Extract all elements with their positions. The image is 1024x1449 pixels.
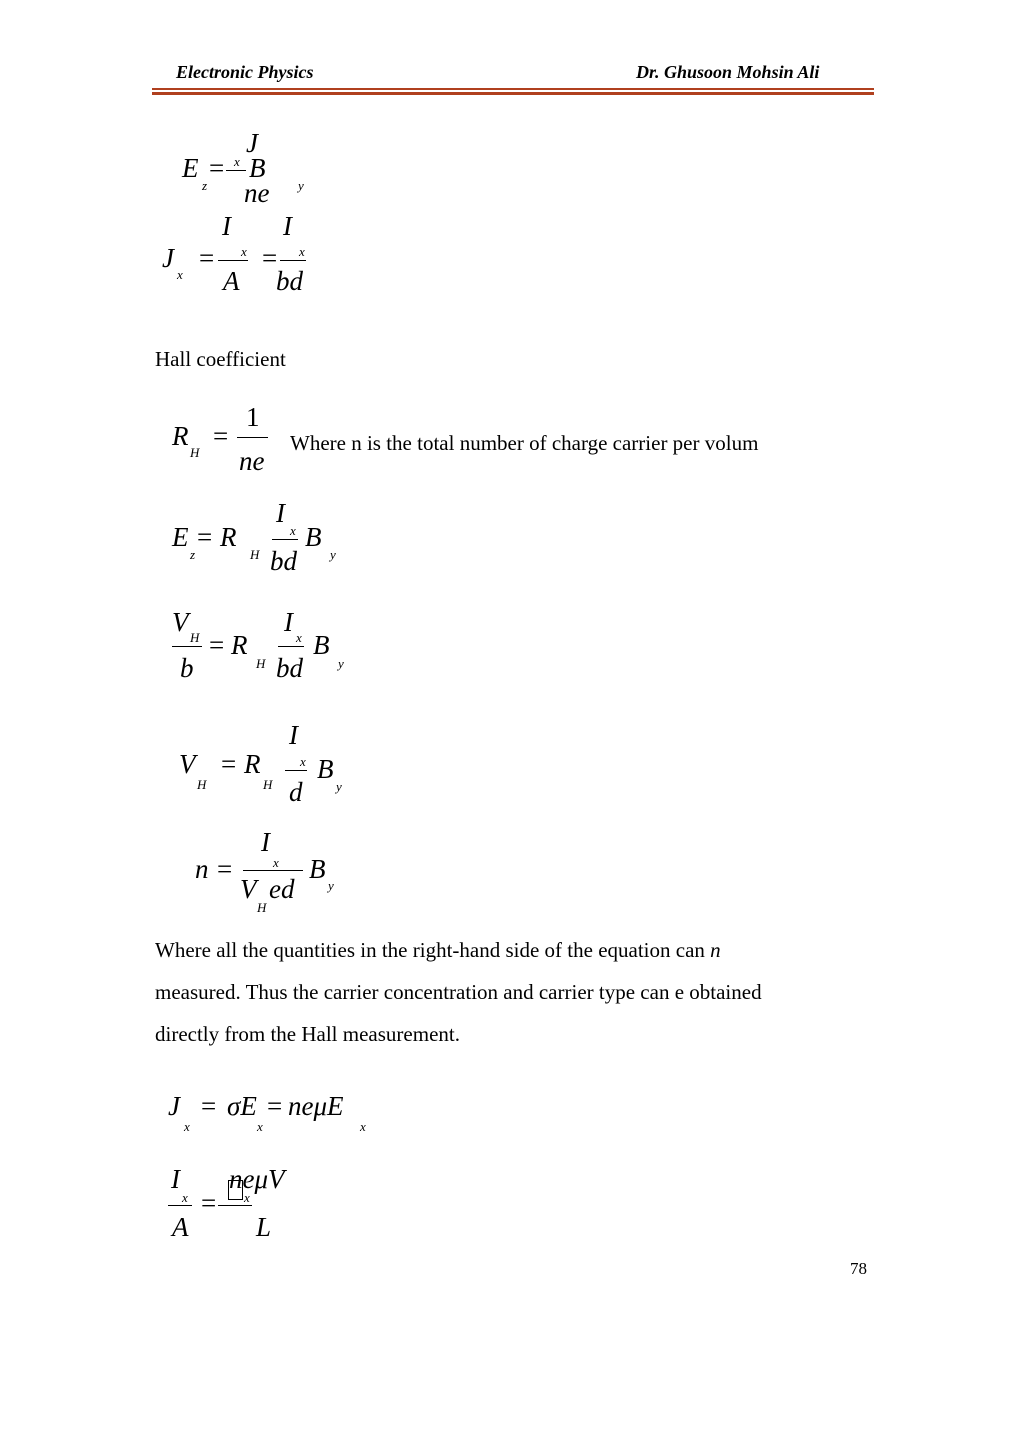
section-label-hall-coefficient: Hall coefficient (155, 347, 286, 371)
eq-equals: = (213, 421, 229, 451)
eq-symbol: B (305, 522, 322, 552)
eq-symbol: B (249, 153, 266, 183)
eq-symbol: I (283, 211, 292, 241)
header-rule-thin (152, 88, 874, 90)
eq-subscript: y (338, 656, 344, 671)
eq-equals: = (209, 630, 225, 660)
eq-symbol: B (309, 854, 326, 884)
eq-subscript: y (298, 178, 304, 193)
eq-subscript: x (257, 1119, 263, 1134)
eq-symbol: E (172, 522, 189, 552)
eq-symbol: n (195, 854, 209, 884)
fraction-bar (237, 437, 268, 438)
eq-subscript: z (202, 178, 208, 193)
eq-symbol: B (313, 630, 330, 660)
missing-glyph-box (228, 1180, 243, 1200)
eq-subscript: H (263, 777, 273, 792)
eq-symbol: E (182, 153, 199, 183)
eq-subscript: H (197, 777, 207, 792)
eq-symbol: bd (276, 653, 303, 683)
eq-equals: = (217, 854, 233, 884)
eq-subscript: y (336, 779, 342, 794)
eq-subscript: x (296, 630, 302, 645)
fraction-bar (280, 260, 306, 261)
eq-symbol: ne (244, 178, 270, 208)
eq-subscript: x (234, 154, 240, 169)
eq-subscript: x (177, 267, 183, 282)
eq-subscript: x (300, 754, 306, 769)
eq-symbol: I (276, 498, 285, 528)
fraction-bar (218, 260, 248, 261)
eq-subscript: x (290, 523, 296, 538)
eq-subscript: x (182, 1190, 188, 1205)
eq-subscript: H (190, 445, 200, 460)
eq-subscript: H (190, 630, 200, 645)
eq-symbol: I (284, 607, 293, 637)
eq-symbol: V (240, 874, 257, 904)
eq-symbol: R (172, 421, 189, 451)
header-title: Electronic Physics (176, 62, 314, 82)
fraction-bar (168, 1205, 192, 1206)
eq-subscript: y (330, 547, 336, 562)
eq-subscript: H (250, 547, 260, 562)
header-author: Dr. Ghusoon Mohsin Ali (636, 62, 820, 82)
eq-subscript: x (299, 244, 305, 259)
eq-subscript: x (244, 1190, 250, 1205)
eq-symbol: ed (269, 874, 295, 904)
eq-symbol: V (172, 607, 189, 637)
eq-equals: = (199, 243, 215, 273)
fraction-bar (218, 1205, 252, 1206)
eq-symbol: I (261, 827, 270, 857)
eq-subscript: x (184, 1119, 190, 1134)
rh-note: Where n is the total number of charge carrier per volum (290, 431, 759, 455)
eq-symbol: neμV (229, 1164, 285, 1194)
eq-symbol: R (244, 749, 261, 779)
eq-symbol: b (180, 653, 194, 683)
eq-symbol: A (172, 1212, 189, 1242)
paragraph-italic-n: n (710, 938, 721, 962)
eq-symbol: A (223, 266, 240, 296)
fraction-bar (226, 170, 246, 171)
eq-symbol: bd (276, 266, 303, 296)
paragraph-line (155, 940, 721, 961)
eq-subscript: x (273, 855, 279, 870)
eq-equals: = (267, 1091, 283, 1121)
eq-equals: = (201, 1188, 217, 1218)
eq-symbol: I (222, 211, 231, 241)
eq-equals: = (197, 522, 213, 552)
fraction-bar (285, 770, 307, 771)
page-number: 78 (850, 1259, 867, 1278)
eq-symbol: L (256, 1212, 272, 1242)
eq-symbol: bd (270, 546, 297, 576)
paragraph-line: measured. Thus the carrier concentration and carrier type can e obtained (155, 980, 762, 1004)
eq-subscript: H (257, 900, 267, 915)
eq-subscript: z (190, 547, 196, 562)
fraction-bar (278, 646, 304, 647)
eq-symbol: I (289, 720, 298, 750)
eq-symbol: B (317, 754, 334, 784)
eq-numeral: 1 (246, 402, 260, 432)
eq-equals: = (221, 749, 237, 779)
eq-symbol: d (289, 777, 303, 807)
eq-symbol: σE (227, 1091, 257, 1121)
header-rule-thick (152, 92, 874, 95)
eq-symbol: J (162, 243, 174, 273)
fraction-bar (243, 870, 303, 871)
eq-subscript: x (360, 1119, 366, 1134)
eq-equals: = (262, 243, 278, 273)
eq-symbol: V (179, 749, 196, 779)
eq-symbol: J (168, 1091, 180, 1121)
eq-symbol: I (171, 1164, 180, 1194)
eq-equals: = (201, 1091, 217, 1121)
eq-subscript: H (256, 656, 266, 671)
eq-symbol: neμE (288, 1091, 344, 1121)
fraction-bar (272, 539, 298, 540)
paragraph-line: directly from the Hall measurement. (155, 1022, 460, 1046)
paragraph-text: Where all the quantities in the right-hand side of the equation can (155, 938, 711, 962)
eq-symbol: R (220, 522, 237, 552)
eq-symbol: J (246, 128, 258, 158)
fraction-bar (172, 646, 202, 647)
eq-subscript: y (328, 878, 334, 893)
eq-equals: = (209, 153, 225, 183)
eq-symbol: ne (239, 446, 265, 476)
eq-subscript: x (241, 244, 247, 259)
eq-symbol: R (231, 630, 248, 660)
